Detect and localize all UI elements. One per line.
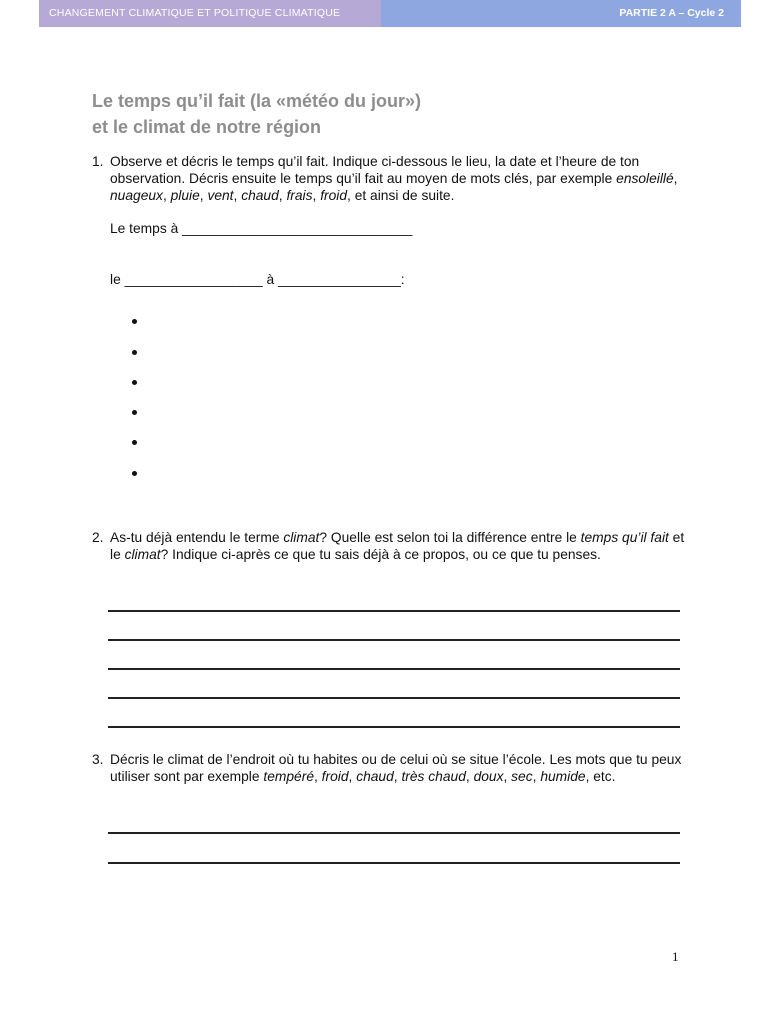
answer-line[interactable] [108, 668, 680, 670]
bullet-1 [132, 319, 137, 324]
bullet-3 [132, 380, 137, 385]
page-title [92, 88, 421, 140]
answer-line[interactable] [108, 697, 680, 699]
page-title-line-2: et le climat de notre région [92, 117, 322, 137]
question-1 [92, 153, 692, 204]
header-course-title: CHANGEMENT CLIMATIQUE ET POLITIQUE CLIMATIQUE [39, 0, 381, 27]
bullet-2 [132, 350, 137, 355]
bullet-4 [132, 410, 137, 415]
answer-line[interactable] [108, 832, 680, 834]
question-3-number: 3. [92, 752, 104, 767]
question-2-number: 2. [92, 530, 104, 545]
header-bar [39, 0, 741, 27]
header-part-label: PARTIE 2 A – Cycle 2 [381, 0, 741, 27]
bullet-6 [132, 471, 137, 476]
date-time-fill-line[interactable]: le __________________ à ________________: [110, 272, 405, 287]
question-1-text: Observe et décris le temps qu’il fait. Indique ci-dessous le lieu, la date et l’heure de ton observation. Décris ensuite le temps qu’il fait au moyen de mots clés, par exemple ensoleillé, nuageux, pluie, vent, chaud, frais, froid, et ainsi de suite. [110, 154, 678, 203]
place-fill-line[interactable]: Le temps à ______________________________ [110, 221, 413, 236]
question-2 [92, 529, 692, 563]
page-title-line-1: Le temps qu’il fait (la «météo du jour») [92, 91, 422, 111]
bullet-5 [132, 440, 137, 445]
page-number: 1 [672, 949, 679, 964]
answer-line[interactable] [108, 726, 680, 728]
question-3 [92, 751, 692, 785]
question-3-text: Décris le climat de l’endroit où tu habites ou de celui où se situe l’école. Les mots que tu peux utiliser sont par exemple tempéré, froid, chaud, très chaud, doux, sec, humide, etc. [110, 752, 682, 784]
answer-line[interactable] [108, 862, 680, 864]
question-2-text: As-tu déjà entendu le terme climat? Quelle est selon toi la différence entre le temps qu’il fait et le climat? Indique ci-après ce que tu sais déjà à ce propos, ou ce que tu penses. [110, 530, 685, 562]
question-1-number: 1. [92, 154, 104, 169]
answer-line[interactable] [108, 639, 680, 641]
answer-line[interactable] [108, 610, 680, 612]
